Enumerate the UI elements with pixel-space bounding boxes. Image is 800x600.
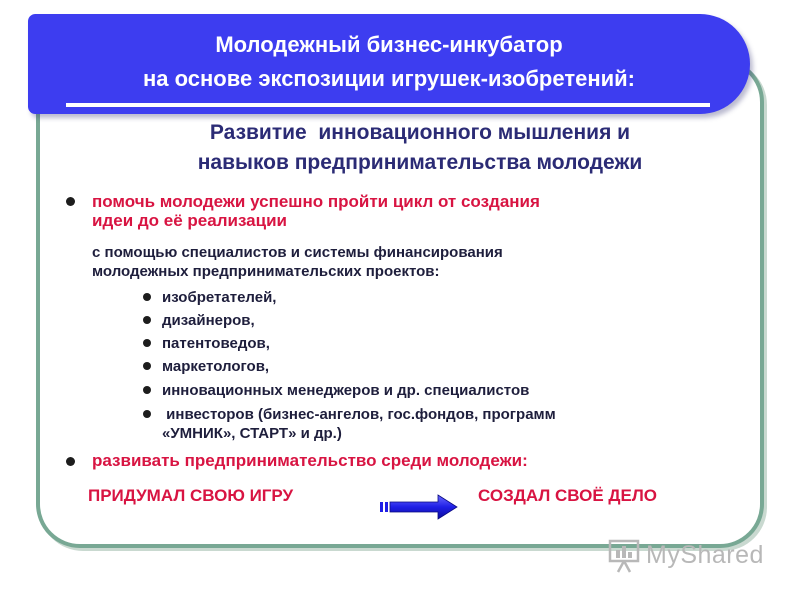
sub-bullet-dot (143, 339, 151, 347)
sub-bullet-dot (143, 316, 151, 324)
section-subtitle (110, 118, 730, 178)
list-item: маркетологов, (162, 358, 270, 375)
support-paragraph (92, 243, 692, 281)
support-line-1: с помощью специалистов и системы финансирования (92, 244, 503, 261)
right-phrase: СОЗДАЛ СВОЁ ДЕЛО (478, 486, 658, 505)
bullet-goal-line-2: идеи до её реализации (92, 211, 287, 230)
list-item-investors (162, 405, 556, 443)
bullet-dot (66, 197, 75, 206)
sub-bullet-dot (143, 362, 151, 370)
bullet-goal-line-1: помочь молодежи успешно пройти цикл от создания (92, 192, 540, 211)
investors-line-1: инвесторов (бизнес-ангелов, гос.фондов, программ (162, 406, 556, 423)
list-item: дизайнеров, (162, 312, 255, 329)
bullet-goal-text (92, 192, 692, 230)
bullet-dot (66, 457, 75, 466)
watermark-text: MyShared (646, 541, 764, 569)
presentation-board-icon (608, 538, 642, 574)
title-line-1: Молодежный бизнес-инкубатор (215, 32, 563, 57)
sub-bullet-dot (143, 410, 151, 418)
subtitle-line-2: навыков предпринимательства молодежи (197, 151, 643, 174)
list-item: патентоведов, (162, 335, 270, 352)
page-title (28, 28, 750, 96)
support-line-2: молодежных предпринимательских проектов: (92, 263, 440, 280)
bullet-develop-text: развивать предпринимательство среди молодежи: (92, 451, 528, 470)
banner-divider (66, 103, 710, 107)
arrow-right-icon (380, 494, 458, 520)
sub-bullet-dot (143, 293, 151, 301)
investors-line-2: «УМНИК», СТАРТ» и др.) (162, 425, 342, 442)
list-item: изобретателей, (162, 289, 277, 306)
sub-bullet-dot (143, 386, 151, 394)
title-line-2: на основе экспозиции игрушек-изобретений: (143, 66, 635, 91)
left-phrase: ПРИДУМАЛ СВОЮ ИГРУ (88, 486, 294, 505)
subtitle-line-1: Развитие инновационного мышления и (209, 121, 631, 144)
list-item: инновационных менеджеров и др. специалистов (162, 382, 530, 399)
